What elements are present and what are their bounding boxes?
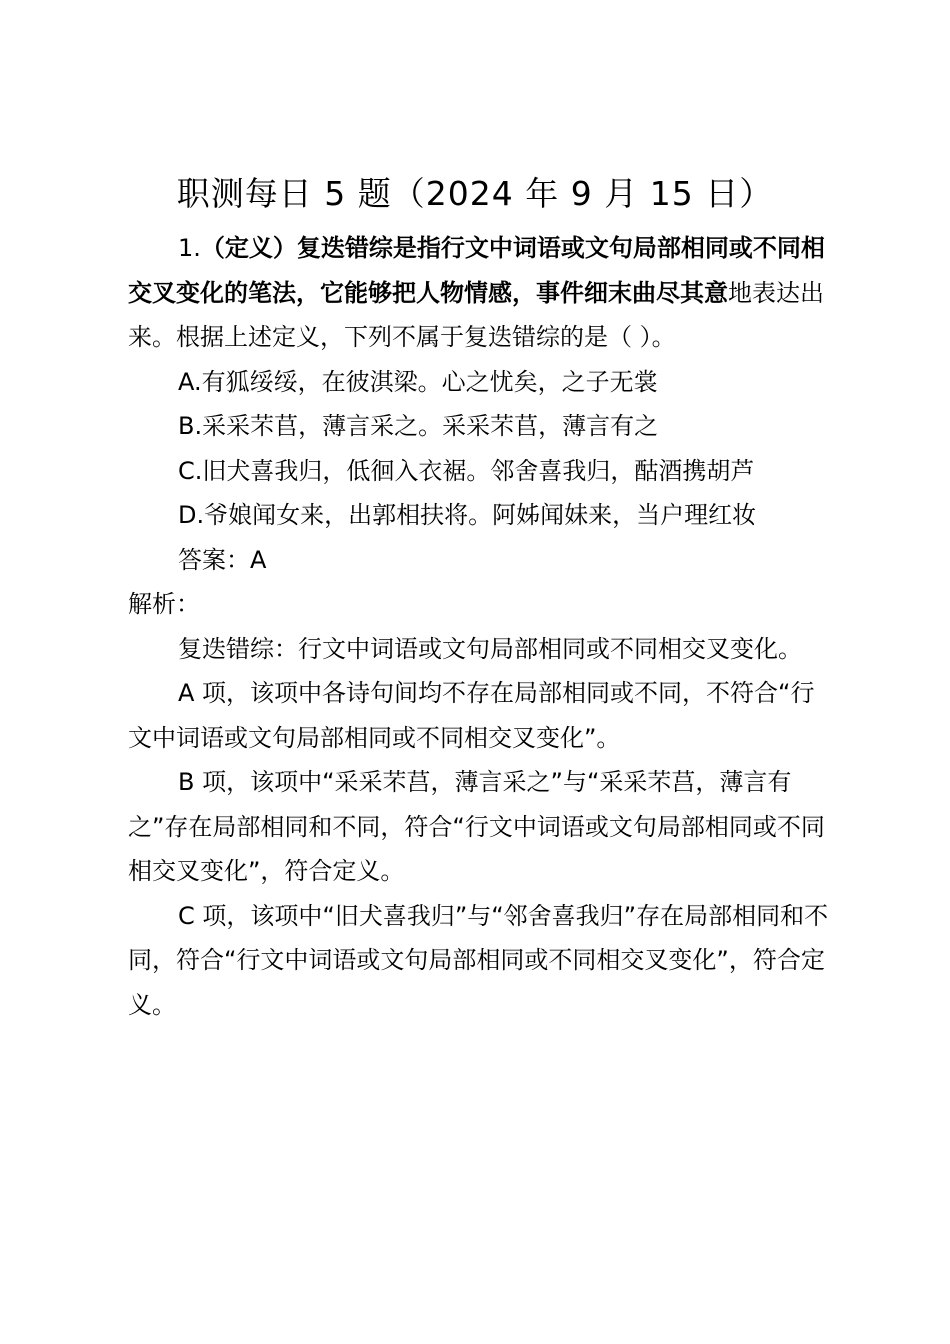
question-stem xyxy=(128,226,836,360)
question-definition: （定义）复迭错综是指行文中词语或文句局部相同或不同相交叉变化的笔法，它能够把人物情感，事件细末曲尽其意 xyxy=(128,234,825,307)
option-c: C.旧犬喜我归，低徊入衣裾。邻舍喜我归，酤酒携胡芦 xyxy=(178,456,755,485)
analysis-paragraph: B 项，该项中“采采芣莒，薄言采之”与“采采芣莒，薄言有之”存在局部相同和不同，符合“行文中词语或文句局部相同或不同相交叉变化”，符合定义。 xyxy=(128,768,825,885)
analysis-paragraph: A 项，该项中各诗句间均不存在局部相同或不同，不符合“行文中词语或文句局部相同或不同相交叉变化”。 xyxy=(128,679,815,752)
analysis-paragraph: C 项，该项中“旧犬喜我归”与“邻舍喜我归”存在局部相同和不同，符合“行文中词语或文句局部相同或不同相交叉变化”，符合定义。 xyxy=(128,901,829,1019)
document-body xyxy=(128,226,836,1027)
option-a: A.有狐绥绥，在彼淇梁。心之忧矣，之子无裳 xyxy=(178,367,658,396)
question-prompt: 地表达出来。根据上述定义，下列不属于复迭错综的是（ ）。 xyxy=(128,278,824,351)
option-b: B.采采芣苢，薄言采之。采采芣苢，薄言有之 xyxy=(178,412,659,440)
analysis-paragraph: 复迭错综：行文中词语或文句局部相同或不同相交叉变化。 xyxy=(178,634,802,663)
answer-line: 答案：A xyxy=(178,545,267,574)
page-title: 职测每日 5 题（2024 年 9 月 15 日） xyxy=(176,174,774,213)
analysis-label: 解析： xyxy=(128,590,200,618)
option-d: D.爷娘闻女来，出郭相扶将。阿姊闻妹来，当户理红妆 xyxy=(178,501,757,529)
question-number: 1. xyxy=(178,234,201,262)
